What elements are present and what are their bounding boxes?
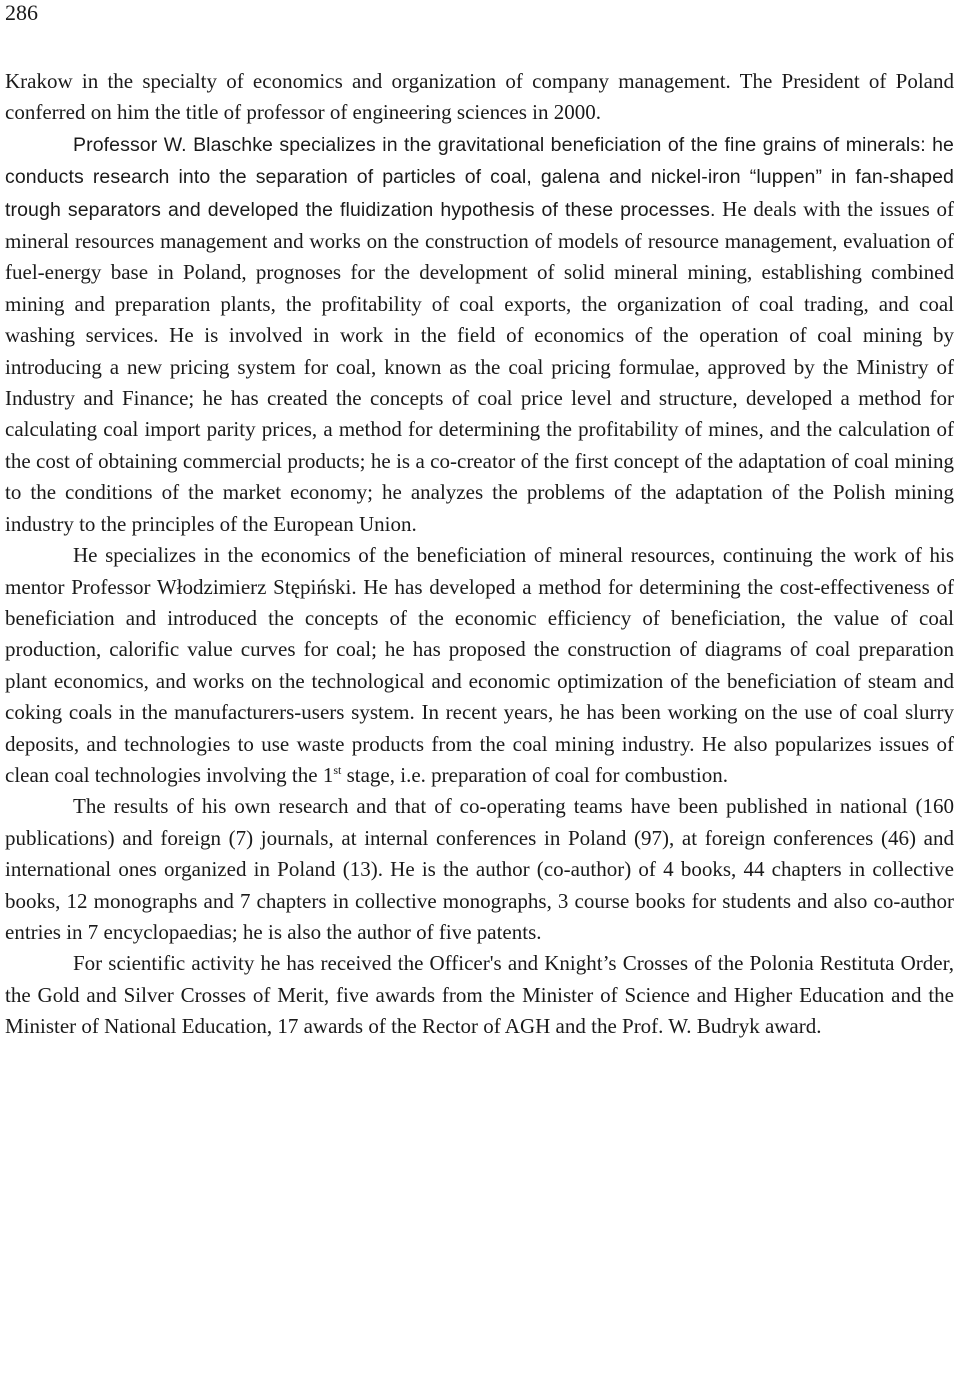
paragraph-5: For scientific activity he has received the Officer's and Knight’s Crosses of the Polonia Restituta Order, the Gold and Silver Crosses of Merit, five awards from the Minister of Science and Higher Education and the Minister of National Education, 17 awards of the Rector of AGH and the Prof. W. Budryk award.	[5, 951, 954, 1039]
paragraph-3-part-b: stage, i.e. preparation of coal for combustion.	[341, 762, 728, 787]
ordinal-superscript: st	[333, 762, 342, 777]
paragraph-4: The results of his own research and that of co-operating teams have been published in national (160 publications) and foreign (7) journals, at internal conferences in Poland (97), at foreign conferences (46) and international ones organized in Poland (13). He is the author (co-author) of 4 books, 44 chapters in collective books, 12 monographs and 7 chapters in collective monographs, 3 course books for students and also co-author entries in 7 encyclopaedias; he is also the author of five patents.	[5, 794, 954, 944]
paragraph-1: Krakow in the specialty of economics and organization of company management. The President of Poland conferred on him the title of professor of engineering sciences in 2000.	[5, 69, 954, 125]
body-text	[5, 66, 954, 1043]
paragraph-2-sans-part: Professor W. Blaschke specializes in the gravitational beneficiation of the fine grains of minerals: he conducts research into the separation of particles of coal, galena and nickel-iron “luppen” in fan-shaped trough separators and developed the fluidization hypothesis of these processes.	[5, 133, 954, 221]
document-page	[5, 0, 954, 1043]
paragraph-2	[5, 129, 954, 540]
paragraph-3-part-a: He specializes in the economics of the beneficiation of mineral resources, continuing the work of his mentor Professor Włodzimierz Stępiński. He has developed a method for determining the cost-effectiveness of beneficiation and introduced the concepts of the economic efficiency of beneficiation, the value of coal production, calorific value curves for coal; he has proposed the construction of diagrams of coal preparation plant economics, and works on the technological and economic optimization of the beneficiation of steam and coking coals in the manufacturers-users system. In recent years, he has been working on the use of coal slurry deposits, and technologies to use waste products from the coal mining industry. He also popularizes issues of clean coal technologies involving the 1	[5, 543, 954, 787]
page-number: 286	[5, 0, 38, 25]
paragraph-3	[5, 540, 954, 791]
paragraph-2-serif-part: He deals with the issues of mineral resources management and works on the construction of models of resource management, evaluation of fuel-energy base in Poland, prognoses for the development of solid mineral mining, establishing combined mining and preparation plants, the profitability of coal exports, the organization of coal trading, and coal washing services. He is involved in work in the field of economics of the operation of coal mining by introducing a new pricing system for coal, known as the coal pricing formulae, approved by the Ministry of Industry and Finance; he has created the concepts of coal price level and structure, developed a method for calculating coal import parity prices, a method for determining the profitability of mines, and the calculation of the cost of obtaining commercial products; he is a co-creator of the first concept of the adaptation of coal mining to the conditions of the market economy; he analyzes the problems of the adaptation of the Polish mining industry to the principles of the European Union.	[5, 196, 955, 536]
